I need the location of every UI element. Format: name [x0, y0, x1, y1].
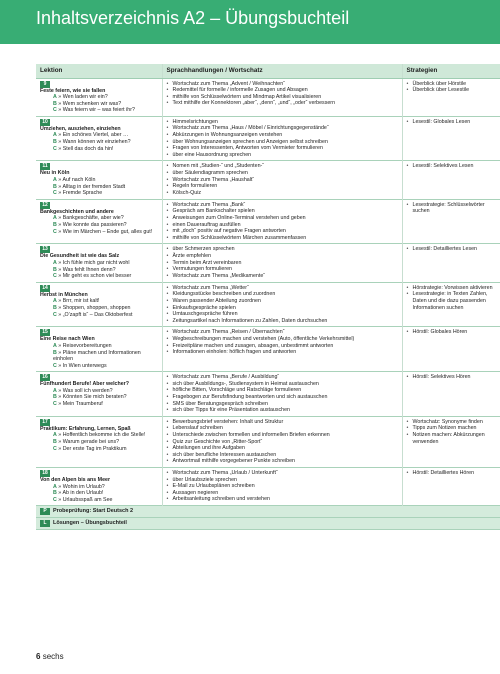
list-item: • Hörstil: Selektives Hören	[407, 374, 497, 381]
subsection-title: Auf nach Köln	[62, 177, 96, 184]
subsection-letter: C	[53, 107, 57, 114]
list-item: • Gespräch am Bankschalter spielen	[167, 208, 398, 215]
table-row	[36, 78, 500, 116]
list-item: • Wortschatz zum Thema „Wetter“	[167, 285, 398, 292]
subsection-title: Ein schönes Viertel, aber …	[62, 132, 129, 139]
table-row	[36, 161, 500, 199]
subsection-title: Wie im Märchen – Ende gut, alles gut!	[62, 228, 153, 235]
lesson-subsection: C » Urlaubsspaß am See	[53, 496, 113, 503]
lektion-cell	[36, 116, 162, 161]
lesson-title: Praktikum: Erfahrung, Lernen, Spaß	[40, 425, 131, 432]
subsection-letter: C	[53, 362, 57, 369]
list-item: • Quiz zur Geschichte von „Ritter-Sport“	[167, 439, 398, 446]
strategien-cell	[402, 416, 500, 467]
lesson-title: Von den Alpen bis ans Meer	[40, 477, 111, 483]
subsection-title: „O’zapft is“ – Das Oktoberfest	[62, 311, 133, 318]
subsection-title: Mein Traumberuf	[62, 401, 103, 408]
list-item: • Überblick über Lesestile	[407, 87, 497, 94]
list-item: • über Wohnungsanzeigen sprechen und Anzeigen selbst schreiben	[167, 139, 398, 146]
sprachhandlungen-cell	[162, 78, 402, 116]
strategien-cell	[402, 116, 500, 161]
list-item: • Kleidungsstücke beschreiben und zuordnen	[167, 291, 398, 298]
subsection-title: Ab in den Urlaub!	[62, 490, 104, 497]
lesson-subsection: A » Hoffentlich bekomme ich die Stelle!	[53, 432, 146, 439]
lesson-title: Eine Reise nach Wien	[40, 336, 95, 343]
subsection-title: Der erste Tag im Praktikum	[62, 445, 127, 452]
table-row	[36, 244, 500, 282]
lektion-cell	[36, 327, 162, 372]
subsection-title: Könnten Sie mich beraten?	[62, 394, 127, 401]
list-item: • über Säulendiagramm sprechen	[167, 170, 398, 177]
appendix-cell	[36, 518, 500, 530]
subsection-title: Warum gerade bei uns?	[62, 439, 120, 446]
strategien-cell	[402, 161, 500, 199]
subsection-title: Urlaubsspaß am See	[62, 496, 113, 503]
lesson-number-badge: 9	[40, 81, 50, 88]
strategien-cell	[402, 199, 500, 244]
subsection-letter: A	[53, 215, 57, 222]
list-item: • einen Dauerauftrag ausfüllen	[167, 222, 398, 229]
sprachhandlungen-cell	[162, 327, 402, 372]
list-item: • Wortschatz zum Thema „Bank“	[167, 202, 398, 209]
subsection-letter: A	[53, 483, 57, 490]
strategien-cell	[402, 327, 500, 372]
subsection-title: Was soll ich werden?	[62, 387, 113, 394]
lesson-subsection: B » Was fehlt Ihnen denn?	[53, 266, 116, 273]
subsection-title: Bankgeschäfte, aber wie?	[62, 215, 124, 222]
strategien-cell	[402, 282, 500, 327]
list-item: • über Schmerzen sprechen	[167, 246, 398, 253]
subsection-letter: B	[53, 349, 57, 356]
list-item: • E-Mail zu Urlaubsplänen schreiben	[167, 483, 398, 490]
subsection-letter: C	[53, 401, 57, 408]
list-item: • Hörstil: Globales Hören	[407, 329, 497, 336]
list-item: • Überblick über Hörstile	[407, 81, 497, 88]
list-item: • Wortschatz zum Thema „Urlaub / Unterkunft“	[167, 470, 398, 477]
subsection-letter: C	[53, 273, 57, 280]
lesson-subsection: A » Ein schönes Viertel, aber …	[53, 132, 129, 139]
list-item: • Bewerbungsbrief verstehen: Inhalt und Struktur	[167, 419, 398, 426]
sprachhandlungen-cell	[162, 116, 402, 161]
list-item: • Termin beim Arzt vereinbaren	[167, 260, 398, 267]
list-item: • Regeln formulieren	[167, 183, 398, 190]
table-row	[36, 372, 500, 417]
list-item: • Wortschatz zum Thema „Berufe / Ausbildung“	[167, 374, 398, 381]
subsection-letter: C	[53, 311, 57, 318]
sprachhandlungen-cell	[162, 199, 402, 244]
strategien-cell	[402, 372, 500, 417]
list-item: • Unterschiede zwischen formellen und informellen Briefen erkennen	[167, 432, 398, 439]
lesson-title: Die Gesundheit ist wie das Salz	[40, 253, 120, 260]
lesson-subsection: A » Ich fühle mich gar nicht wohl	[53, 259, 130, 266]
contents-table	[36, 64, 500, 530]
subsection-title: Wohin im Urlaub?	[62, 483, 105, 490]
list-item: • Tipps zum Notizen machen	[407, 425, 497, 432]
list-item: • Wortschatz zum Thema „Haushalt“	[167, 177, 398, 184]
strategien-cell	[402, 244, 500, 282]
lektion-cell	[36, 468, 162, 506]
list-item: • Arbeitsanleitung schreiben und verstehen	[167, 496, 398, 503]
page-number-word: sechs	[42, 652, 64, 661]
lesson-subsection: B » Ab in den Urlaub!	[53, 490, 104, 497]
subsection-title: Fremde Sprache	[62, 190, 103, 197]
subsection-letter: A	[53, 94, 57, 101]
subsection-letter: C	[53, 190, 57, 197]
subsection-letter: A	[53, 132, 57, 139]
sprachhandlungen-cell	[162, 244, 402, 282]
subsection-title: Mir geht es schon viel besser	[62, 273, 132, 280]
subsection-title: Reisevorbereitungen	[62, 342, 112, 349]
subsection-title: Brrr, mir ist kalt!	[62, 298, 100, 305]
list-item: • Fragebogen zur Berufsfindung beantworten und sich austauschen	[167, 394, 398, 401]
lesson-subsection: A » Brrr, mir ist kalt!	[53, 298, 100, 305]
lesson-subsection: B » Alltag in der fremden Stadt	[53, 183, 126, 190]
subsection-letter: C	[53, 145, 57, 152]
page-number: 6	[36, 652, 41, 661]
page-footer	[36, 652, 64, 661]
lesson-subsection: B » Wem schenken wir was?	[53, 100, 122, 107]
lesson-subsection: B » Warum gerade bei uns?	[53, 439, 120, 446]
lesson-subsection: A » Reisevorbereitungen	[53, 342, 112, 349]
list-item: • Einkaufsgespräche spielen	[167, 305, 398, 312]
list-item: • Lesestil: Detailliertes Lesen	[407, 246, 497, 253]
table-row	[36, 116, 500, 161]
lesson-number-badge: 16	[40, 374, 50, 381]
sprachhandlungen-cell	[162, 161, 402, 199]
subsection-title: Wen laden wir ein?	[62, 94, 108, 101]
table-row	[36, 199, 500, 244]
table-row	[36, 416, 500, 467]
appendix-title: Lösungen – Übungsbuchteil	[53, 520, 127, 527]
sprachhandlungen-cell	[162, 282, 402, 327]
list-item: • Umtauschgespräche führen	[167, 311, 398, 318]
list-item: • Aussagen negieren	[167, 490, 398, 497]
lesson-number-badge: 11	[40, 163, 50, 170]
list-item: • Waren passender Abteilung zuordnen	[167, 298, 398, 305]
list-item: • Nomen mit „Studien-“ und „Studenten-“	[167, 163, 398, 170]
subsection-letter: A	[53, 387, 57, 394]
lektion-cell	[36, 282, 162, 327]
contents-table-wrap	[36, 64, 500, 530]
list-item: • über Urlaubsziele sprechen	[167, 477, 398, 484]
table-row	[36, 518, 500, 530]
list-item: • Anweisungen zum Online-Terminal verstehen und geben	[167, 215, 398, 222]
subsection-title: Was feiern wir – was feiert ihr?	[62, 107, 135, 114]
list-item: • Informationen einholen: höflich fragen und antworten	[167, 349, 398, 356]
list-item: • höfliche Bitten, Vorschläge und Ratschläge formulieren	[167, 387, 398, 394]
subsection-letter: C	[53, 445, 57, 452]
subsection-letter: A	[53, 177, 57, 184]
subsection-title: Ich fühle mich gar nicht wohl	[62, 259, 130, 266]
table-row	[36, 468, 500, 506]
table-row	[36, 327, 500, 372]
sprachhandlungen-cell	[162, 416, 402, 467]
lesson-subsection: C » Fremde Sprache	[53, 190, 103, 197]
list-item: • Wortschatz zum Thema „Advent / Weihnachten“	[167, 81, 398, 88]
lesson-title: Fünfhundert Berufe! Aber welcher?	[40, 381, 129, 388]
list-item: • Fragen von Interessenten, Antworten vom Vermieter formulieren	[167, 145, 398, 152]
subsection-letter: A	[53, 432, 57, 439]
lesson-number-badge: 18	[40, 470, 50, 477]
list-item: • Abkürzungen in Wohnungsanzeigen verstehen	[167, 132, 398, 139]
table-header-row	[36, 64, 500, 78]
list-item: • Lesestrategie: Schlüsselwörter suchen	[407, 202, 497, 215]
lesson-number-badge: 10	[40, 119, 50, 126]
list-item: • Hörstil: Detailliertes Hören	[407, 470, 497, 477]
subsection-letter: B	[53, 394, 57, 401]
lesson-subsection: A » Auf nach Köln	[53, 177, 96, 184]
list-item: • Himmelsrichtungen	[167, 119, 398, 126]
lesson-subsection: C » Mir geht es schon viel besser	[53, 273, 132, 280]
list-item: • über eine Hausordnung sprechen	[167, 152, 398, 159]
lesson-subsection: C » In Wien unterwegs	[53, 362, 107, 369]
subsection-title: Wie konnte das passieren?	[62, 222, 127, 228]
subsection-title: Wem schenken wir was?	[62, 100, 122, 107]
lesson-title: Bankgeschichten und andere	[40, 208, 114, 215]
lektion-cell	[36, 199, 162, 244]
lesson-subsection: B » Wann können wir einziehen?	[53, 139, 131, 146]
table-row	[36, 282, 500, 327]
sprachhandlungen-cell	[162, 372, 402, 417]
list-item: • Lebenslauf schreiben	[167, 425, 398, 432]
list-item: • Wortschatz zum Thema „Medikamente“	[167, 273, 398, 280]
subsection-letter: B	[53, 266, 57, 273]
lesson-number-badge: 14	[40, 285, 50, 292]
subsection-letter: B	[53, 304, 57, 311]
subsection-letter: B	[53, 222, 57, 228]
list-item: • mithilfe von Schlüsselwörtern Märchen zusammenfassen	[167, 235, 398, 242]
lesson-number-badge: 13	[40, 246, 50, 253]
subsection-title: In Wien unterwegs	[62, 362, 107, 369]
subsection-title: Alltag in der fremden Stadt	[62, 183, 126, 190]
list-item: • Antwortmail mithilfe vorgegebener Punkte schreiben	[167, 458, 398, 465]
list-item: • sich über berufliche Interessen austauschen	[167, 452, 398, 459]
list-item: • Lesestil: Selektives Lesen	[407, 163, 497, 170]
lektion-cell	[36, 78, 162, 116]
list-item: • Zeitungsartikel nach Informationen zu Zahlen, Daten durchsuchen	[167, 318, 398, 325]
page-title: Inhaltsverzeichnis A2 – Übungsbuchteil	[36, 8, 350, 28]
list-item: • Lesestil: Globales Lesen	[407, 119, 497, 126]
list-item: • SMS über Beratungsgespräch schreiben	[167, 401, 398, 408]
subsection-letter: A	[53, 259, 57, 266]
list-item: • Lesestrategie: in Texten Zahlen, Daten und die dazu passenden Informationen suchen	[407, 291, 497, 311]
column-header-sprachhandlungen: Sprachhandlungen / Wortschatz	[162, 64, 402, 78]
lesson-subsection: B » Shoppen, shoppen, shoppen	[53, 304, 131, 311]
list-item: • sich über Ausbildungs-, Studiensystem in Heimat austauschen	[167, 381, 398, 388]
lesson-subsection: A » Bankgeschäfte, aber wie?	[53, 215, 124, 222]
lesson-subsection: A » Wen laden wir ein?	[53, 94, 108, 101]
appendix-badge: L	[40, 520, 50, 527]
list-item: • Wegbeschreibungen machen und verstehen (Auto, öffentliche Verkehrsmittel)	[167, 336, 398, 343]
appendix-title: Probeprüfung: Start Deutsch 2	[53, 508, 134, 515]
lesson-subsection: C » Der erste Tag im Praktikum	[53, 445, 127, 452]
list-item: • Wortschatz zum Thema „Reisen / Übernachten“	[167, 329, 398, 336]
appendix-badge: P	[40, 508, 50, 515]
lesson-subsection: C » Mein Traumberuf	[53, 401, 103, 408]
list-item: • Notizen machen: Abkürzungen verwenden	[407, 432, 497, 445]
column-header-lektion: Lektion	[36, 64, 162, 78]
list-item: • Hörstrategie: Vorwissen aktivieren	[407, 285, 497, 292]
subsection-letter: A	[53, 298, 57, 305]
sprachhandlungen-cell	[162, 468, 402, 506]
list-item: • Wortschatz zum Thema „Haus / Möbel / Einrichtungsgegenstände“	[167, 125, 398, 132]
lektion-cell	[36, 161, 162, 199]
lesson-subsection: C » Was feiern wir – was feiert ihr?	[53, 107, 135, 114]
list-item: • Kölsch-Quiz	[167, 190, 398, 197]
list-item: • mit „doch“ positiv auf negative Fragen antworten	[167, 228, 398, 235]
subsection-letter: C	[53, 228, 57, 235]
lesson-number-badge: 12	[40, 202, 50, 209]
strategien-cell	[402, 468, 500, 506]
lektion-cell	[36, 244, 162, 282]
lesson-title: Feste feiern, wie sie fallen	[40, 87, 106, 94]
lektion-cell	[36, 372, 162, 417]
list-item: • Ärzte empfehlen	[167, 253, 398, 260]
column-header-strategien: Strategien	[402, 64, 500, 78]
subsection-letter: B	[53, 490, 57, 497]
subsection-title: Pläne machen und Informationen einholen	[53, 349, 141, 363]
list-item: • Vermutungen formulieren	[167, 266, 398, 273]
subsection-letter: B	[53, 139, 57, 146]
lesson-subsection: C » Stell das doch da hin!	[53, 145, 114, 152]
subsection-title: Stell das doch da hin!	[62, 145, 114, 152]
lektion-cell	[36, 416, 162, 467]
lesson-subsection: C » „O’zapft is“ – Das Oktoberfest	[53, 311, 133, 318]
list-item: • Freizeitpläne machen und zusagen, absagen, unbestimmt antworten	[167, 343, 398, 350]
lesson-title: Herbst in München	[40, 291, 88, 298]
subsection-letter: B	[53, 439, 57, 446]
lesson-subsection: B » Pläne machen und Informationen einholen	[53, 349, 141, 363]
list-item: • Abteilungen und ihre Aufgaben	[167, 445, 398, 452]
list-item: • sich über Tipps für eine Präsentation austauschen	[167, 407, 398, 414]
list-item: • mithilfe von Schlüsselwörtern und Mindmap Artikel visualisieren	[167, 94, 398, 101]
strategien-cell	[402, 78, 500, 116]
subsection-letter: A	[53, 342, 57, 349]
list-item: • Text mithilfe der Konnektoren „aber“, „denn“, „und“, „oder“ verbessern	[167, 100, 398, 107]
lesson-subsection: A » Wohin im Urlaub?	[53, 483, 105, 490]
lesson-number-badge: 15	[40, 329, 50, 336]
lesson-subsection: B » Wie konnte das passieren?	[53, 222, 127, 228]
lesson-title: Neu in Köln	[40, 170, 70, 177]
lesson-title: Umziehen, ausziehen, einziehen	[40, 125, 121, 132]
subsection-letter: B	[53, 100, 57, 107]
lesson-subsection: A » Was soll ich werden?	[53, 387, 113, 394]
subsection-title: Was fehlt Ihnen denn?	[62, 266, 116, 273]
subsection-title: Hoffentlich bekomme ich die Stelle!	[62, 432, 146, 439]
lesson-number-badge: 17	[40, 419, 50, 426]
lesson-subsection: B » Könnten Sie mich beraten?	[53, 394, 127, 401]
subsection-title: Wann können wir einziehen?	[62, 139, 131, 146]
subsection-letter: C	[53, 496, 57, 503]
page-header	[0, 0, 500, 44]
appendix-cell	[36, 506, 500, 518]
subsection-title: Shoppen, shoppen, shoppen	[62, 304, 131, 311]
table-row	[36, 506, 500, 518]
lesson-subsection: C » Wie im Märchen – Ende gut, alles gut!	[53, 228, 153, 235]
subsection-letter: B	[53, 183, 57, 190]
list-item: • Redemittel für formelle / informelle Zusagen und Absagen	[167, 87, 398, 94]
list-item: • Wortschatz: Synonyme finden	[407, 419, 497, 426]
